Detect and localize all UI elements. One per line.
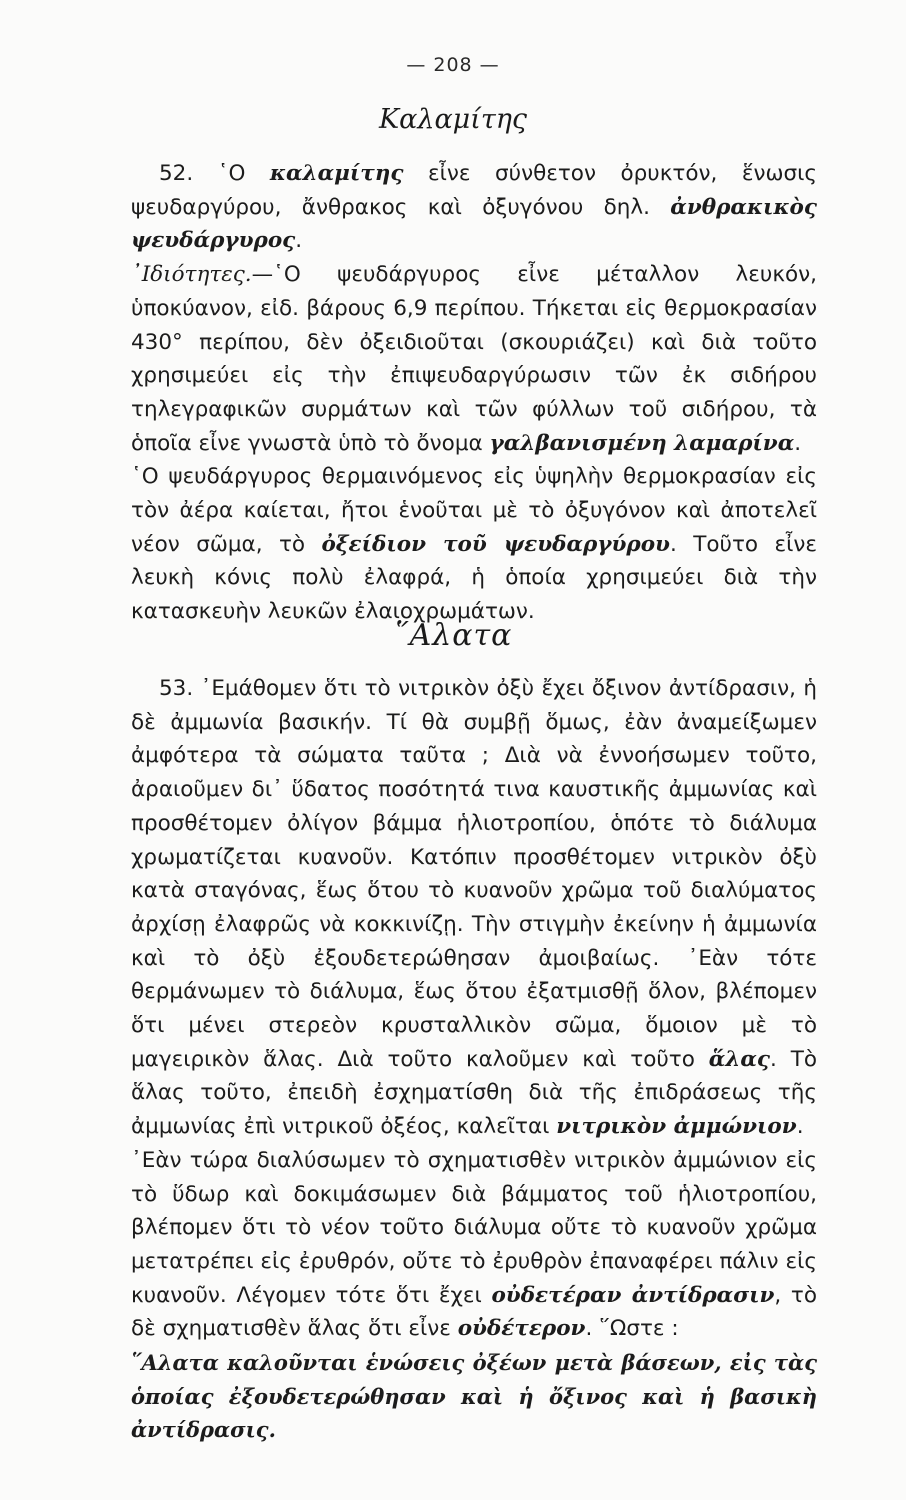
text-run: . Τὸ ἅλας τοῦτο, ἐπειδὴ ἐσχηματίσθη διὰ τῆς ἐπιδράσεως τῆς ἀμμωνίας ἐπὶ νιτρικοῦ ὀξέος, καλεῖται [131, 1046, 817, 1140]
section-title-kalamitis: Καλαμίτης [378, 104, 528, 135]
text-run: . [295, 228, 303, 254]
page-number: — 208 — [406, 54, 500, 76]
subheading-properties: ᾿Ιδιότητες. [131, 262, 252, 288]
paragraph [131, 157, 817, 258]
paragraph [131, 258, 817, 460]
paragraph [131, 1144, 817, 1346]
text-run: . Τοῦτο εἶνε λευκὴ κόνις πολὺ ἐλαφρά, ἡ ὁποία χρησιμεύει διὰ τὴν κατασκευὴν λευκῶν ἐλαιοχρωμάτων. [131, 531, 817, 625]
text-run: 52. ῾Ο [159, 161, 270, 186]
text-run: 53. ᾿Εμάθομεν ὅτι τὸ νιτρικὸν ὀξὺ ἔχει ὄξινον ἀντίδρασιν, ἡ δὲ ἀμμωνία βασικήν. Τί θὰ συμβῇ ὅμως, ἐὰν ἀναμείξωμεν ἀμφότερα τὰ σώματα ταῦτα ; Διὰ νὰ ἐννοήσωμεν τοῦτο, ἀραιοῦμεν δι᾿ ὕδατος ποσότητά τινα καυστικῆς ἀμμωνίας καὶ προσθέτομεν ὀλίγον βάμμα ἡλιοτροπίου, ὁπότε τὸ διάλυμα χρωματίζεται κυανοῦν. Κατόπιν προσθέτομεν νιτρικὸν ὀξὺ κατὰ σταγόνας, ἕως ὅτου τὸ κυανοῦν χρῶμα τοῦ διαλύματος ἀρχίσῃ ἐλαφρῶς νὰ κοκκινίζῃ. Τὴν στιγμὴν ἐκείνην ἡ ἀμμωνία καὶ τὸ ὀξὺ ἐξουδετερώθησαν ἀμοιβαίως. ᾿Εὰν τότε θερμάνωμεν τὸ διάλυμα, ἕως ὅτου ἐξατμισθῇ ὅλον, βλέπομεν ὅτι μένει στερεὸν κρυσταλλικὸν σῶμα, ὅμοιον μὲ τὸ μαγειρικὸν ἅλας. Διὰ τοῦτο καλοῦμεν καὶ τοῦτο [131, 676, 817, 1072]
text-run: —῾Ο ψευδάργυρος εἶνε μέταλλον λευκόν, ὑποκύανον, εἰδ. βάρους 6,9 περίπου. Τήκεται εἰς θερμοκρασίαν 430° περίπου, δὲν ὀξειδιοῦται (σκουριάζει) καὶ διὰ τοῦτο χρησιμεύει εἰς τὴν ἐπιψευδαργύρωσιν τῶν ἐκ σιδήρου τηλεγραφικῶν συρμάτων καὶ τῶν φύλλων τοῦ σιδήρου, τὰ ὁποῖα εἶνε γνωστὰ ὑπὸ τὸ ὄνομα [131, 262, 817, 456]
section-title-alata: ῞Αλατα [393, 618, 513, 653]
definition: ῞Αλατα καλοῦνται ἑνώσεις ὀξέων μετὰ βάσεων, εἰς τὰς ὁποίας ἐξουδετερώθησαν καὶ ἡ ὄξινος καὶ ἡ βασικὴ ἀντίδρασις. [131, 1350, 817, 1443]
paragraph [131, 460, 817, 629]
text-run: , τὸ δὲ σχηματισθὲν ἅλας ὅτι εἶνε [131, 1282, 817, 1342]
term: νιτρικὸν ἀμμώνιον [556, 1114, 797, 1140]
text-run: . ῞Ωστε : [585, 1316, 679, 1342]
section-body-alata [131, 672, 817, 1447]
paragraph [131, 672, 817, 1144]
text-run: . [796, 1114, 804, 1140]
text-run: ῾Ο ψευδάργυρος θερμαινόμενος εἰς ὑψηλὴν θερμοκρασίαν εἰς τὸν ἀέρα καίεται, ἤτοι ἑνοῦται μὲ τὸ ὀξυγόνον καὶ ἀποτελεῖ νέον σῶμα, τὸ [131, 464, 817, 557]
term: ἀνθρακικὸς ψευδάργυρος [131, 194, 817, 254]
text-run: . [794, 430, 802, 456]
text-run: ᾿Εὰν τώρα διαλύσωμεν τὸ σχηματισθὲν νιτρικὸν ἀμμώνιον εἰς τὸ ὕδωρ καὶ δοκιμάσωμεν διὰ βάμματος τοῦ ἡλιοτροπίου, βλέπομεν ὅτι τὸ νέον τοῦτο διάλυμα οὔτε τὸ κυανοῦν χρῶμα μετατρέπει εἰς ἐρυθρόν, οὔτε τὸ ἐρυθρὸν ἐπαναφέρει πάλιν εἰς κυανοῦν. Λέγομεν τότε ὅτι ἔχει [131, 1147, 817, 1308]
section-body-kalamitis [131, 157, 817, 629]
term: ὀξείδιον τοῦ ψευδαργύρου [321, 531, 670, 557]
term: καλαμίτης [269, 161, 404, 186]
term: γαλβανισμένη λαμαρίνα [489, 430, 795, 456]
term: οὐδέτερον [457, 1316, 586, 1342]
term: οὐδετέραν ἀντίδρασιν [491, 1282, 775, 1308]
term: ἅλας [708, 1046, 771, 1072]
text-run: εἶνε σύνθετον ὀρυκτόν, ἕνωσις ψευδαργύρου, ἄνθρακος καὶ ὀξυγόνου δηλ. [131, 161, 817, 220]
